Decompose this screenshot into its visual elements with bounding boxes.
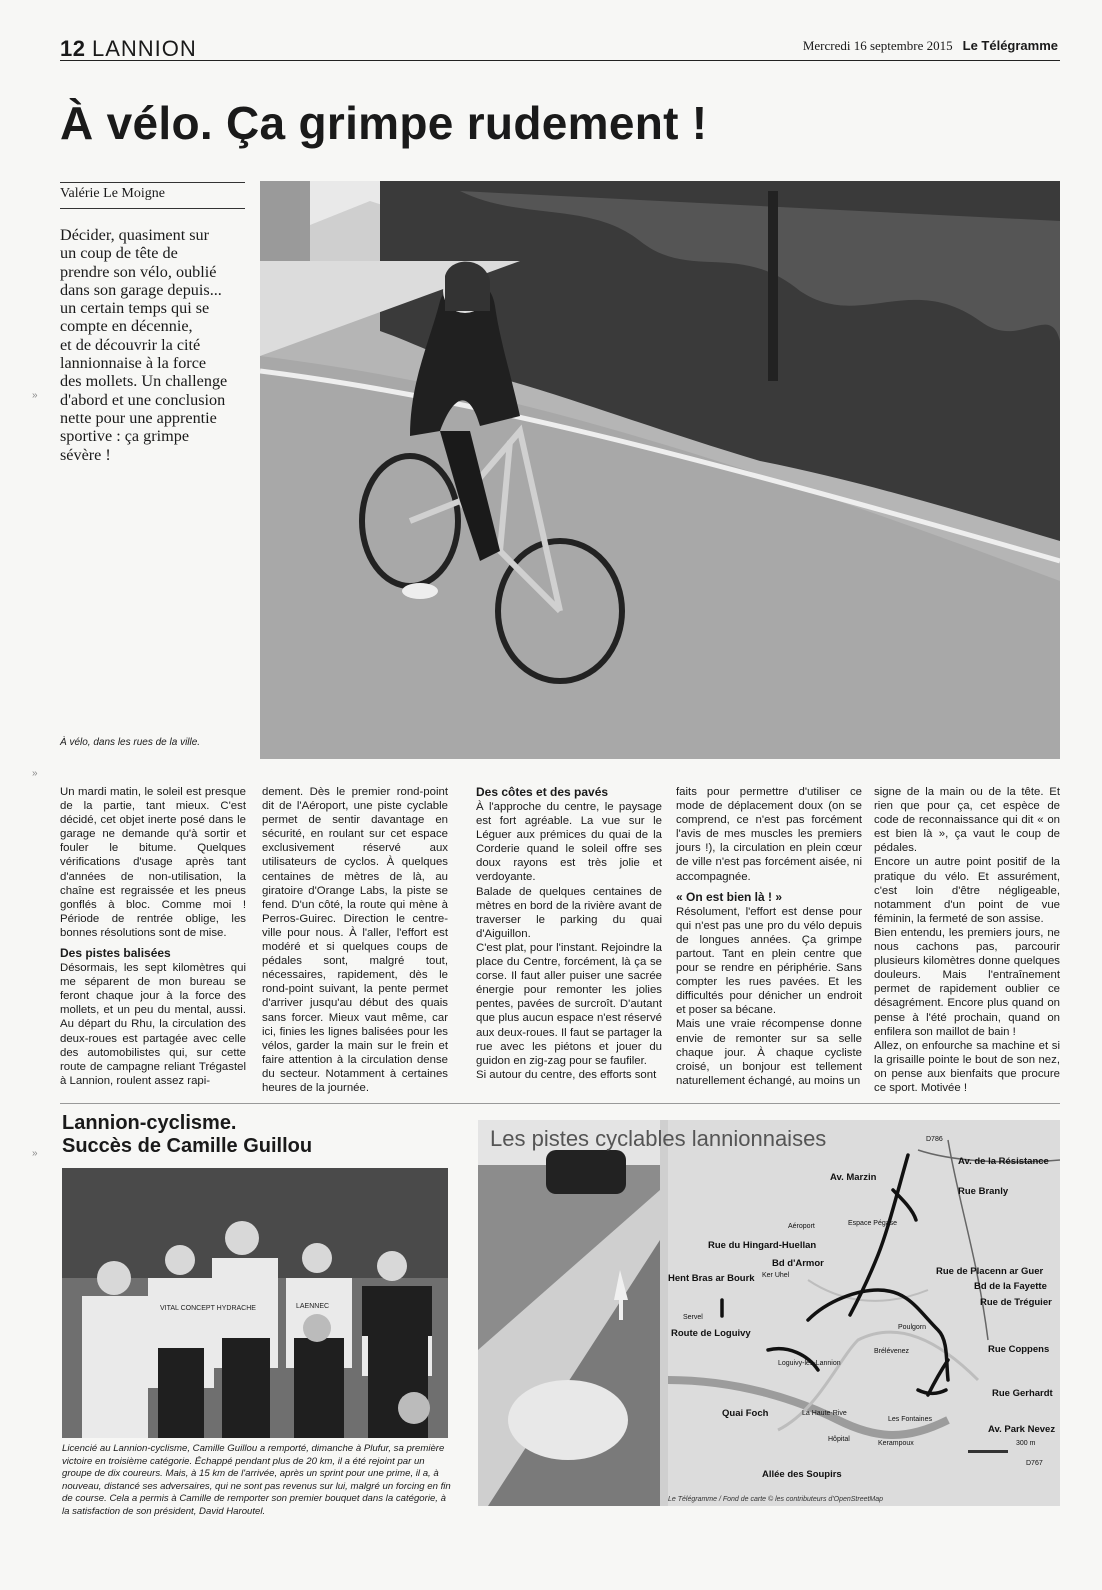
map-label: Bd de la Fayette xyxy=(974,1281,1047,1292)
chapeau-line: Décider, quasiment sur xyxy=(60,226,210,244)
column-5 xyxy=(874,785,1060,1095)
paragraph: signe de la main ou de la tête. Et rien que pour ça, cet espèce de code de reconnaissance qui dit « on est bien là », ça vaut le coup de pédales. xyxy=(874,786,1060,855)
registration-mark: » xyxy=(32,1148,38,1159)
paragraph: C'est plat, pour l'instant. Rejoindre la place du Centre, forcément, là ça se corse. Il faut aller puiser une sacrée énergie pour remonter les jolies pentes, pavées de surcroît. D'autant que plus aucun espace n'est réservé aux deux-roues. Il faut se partager la rue avec les piétons et jouer du guidon en zig-zag pour se faufiler. xyxy=(476,941,662,1067)
sidebar-title-line: Succès de Camille Guillou xyxy=(62,1135,313,1157)
photo-caption: À vélo, dans les rues de la ville. xyxy=(60,737,201,748)
article-headline: À vélo. Ça grimpe rudement ! xyxy=(60,97,708,149)
map-label: Quai Foch xyxy=(722,1408,769,1419)
subheading: Des côtes et des pavés xyxy=(476,785,609,799)
column-3 xyxy=(476,785,662,1082)
sidebar-title-line: Lannion-cyclisme. xyxy=(62,1112,237,1134)
paragraph: Balade de quelques centaines de mètres en bord de la rivière avant de traverser le parking du quai d'Aiguillon. xyxy=(476,885,662,940)
map-label: Hôpital xyxy=(828,1436,850,1443)
subheading: « On est bien là ! » xyxy=(676,889,783,904)
map-label: Rue Branly xyxy=(958,1186,1009,1197)
paragraph: Résolument, l'effort est dense pour qui n'est pas une pro du vélo depuis de longues années. Ça grimpe partout. Tant en plein centre que pour se rendre en périphérie. Sans compter les rues pavées. Et les difficultés pour dénicher un endroit et poser sa bécane. xyxy=(676,905,862,1017)
sidebar-title xyxy=(62,1112,462,1158)
map-label: Espace Pégase xyxy=(848,1220,898,1227)
jersey-text: LAENNEC xyxy=(296,1303,330,1310)
paragraph: À l'approche du centre, le paysage est fort agréable. La vue sur le Léguer aux prémices du quai de la Corderie quand le soleil offre ses doux rayons est très jolie et verdoyante. xyxy=(476,801,662,884)
registration-mark: » xyxy=(32,768,38,779)
paragraph: faits pour permettre d'utiliser ce mode de déplacement doux (on se comprend, ce n'est pas forcément l'avis de mes muscles les premiers jours !), la circulation en plein cœur de ville n'est pas forcément aisée, ni accompagnée. xyxy=(676,786,862,883)
paragraph: Un mardi matin, le soleil est presque de la partie, tant mieux. C'est décidé, cet objet inerte posé dans le garage ne demande qu'à sortir et fouler le bitume. Quelques vérifications d'usage après tant d'années de non-utilisation, la chaîne est regraissée et les pneus gonflés à bloc. Comme moi ! Période de rentrée oblige, les bonnes résolutions sont de mise. xyxy=(60,786,246,939)
byline-rule-bottom xyxy=(60,208,245,209)
bike-lanes-map xyxy=(478,1120,1060,1506)
header-rule xyxy=(60,60,1060,61)
paragraph: dement. Dès le premier rond-point dit de l'Aéroport, une piste cyclable permet de sentir davantage en sécurité, en roulant sur cet espace exclusivement réservé aux utilisateurs de cyclos. À quelques centaines de mètres de là, au giratoire d'Orange Labs, la piste se fend. D'un côté, la route qui mène à Perros-Guirec. Direction le centre-ville pour nous. À l'aller, l'effort est modéré et si quelques coups de pédales sont, malgré tout, nécessaires, rapidement, dès le rond-point suivant, la pente permet d'arriver jusqu'au début des quais sans forcer. Mieux vaut même, car ici, finies les lignes balisées pour les vélos, garder la main sur le frein et faire attention à la circulation dense du secteur. Notamment à certaines heures de la journée. xyxy=(262,786,448,1094)
map-label: Loguivy-lès-Lannion xyxy=(778,1360,841,1367)
map-label: Allée des Soupirs xyxy=(762,1469,842,1480)
cyclist-photo-illustration xyxy=(260,181,1060,759)
map-label: Servel xyxy=(683,1314,703,1321)
page-number: 12 xyxy=(60,36,86,61)
newspaper-name: Le Télégramme xyxy=(962,38,1058,53)
map-credit: Le Télégramme / Fond de carte © les contributeurs d'OpenStreetMap xyxy=(668,1496,884,1503)
article-chapeau xyxy=(60,226,250,464)
jersey-text: VITAL CONCEPT HYDRACHE xyxy=(160,1305,256,1312)
paragraph: Désormais, les sept kilomètres qui me séparent de mon bureau se feront chaque jour à la force des mollets, et un peu du mental, aussi. Au départ du Rhu, la circulation des deux-roues est partagée avec celle des automobilistes qui, sur cette route de campagne reliant Trégastel à Lannion, roulent assez rapi- xyxy=(60,962,246,1087)
chapeau-line: nette pour une apprentie xyxy=(60,408,217,427)
chapeau-line: d'abord et une conclusion xyxy=(60,390,226,409)
map-label: Av. Park Nevez xyxy=(988,1424,1056,1435)
map-label: D767 xyxy=(1026,1460,1043,1467)
podium-photo xyxy=(62,1168,448,1438)
paragraph: Bien entendu, les premiers jours, ne nous cachons pas, parcourir plusieurs kilomètres donne quelques douleurs. Mais l'entraînement permet de rapidement oublier ce désagrément. Encore plus quand on pense à l'été prochain, quand on enfilera son maillot de bain ! xyxy=(874,926,1060,1038)
map-label: Route de Loguivy xyxy=(671,1328,751,1339)
paragraph: Encore un autre point positif de la pratique du vélo. Et assurément, c'est loin d'être négligeable, notamment d'un point de vue féminin, la fermeté de son assise. xyxy=(874,856,1060,925)
cyclist-photo xyxy=(260,181,1060,759)
chapeau-line: un coup de tête de xyxy=(60,244,178,263)
chapeau-line: prendre son vélo, oublié xyxy=(60,262,217,281)
section-name: LANNION xyxy=(92,36,197,61)
map-label: Rue Coppens xyxy=(988,1344,1050,1355)
map-label: Hent Bras ar Bourk xyxy=(668,1273,755,1284)
section-divider xyxy=(60,1103,1060,1104)
paragraph: Allez, on enfourche sa machine et si la grisaille pointe le bout de son nez, on pense aux bienfaits que procure ce sport. Motivée ! xyxy=(874,1039,1060,1094)
map-label: La Haute-Rive xyxy=(802,1410,847,1417)
map-label: Aéroport xyxy=(788,1223,815,1230)
map-label: Poulgorn xyxy=(898,1324,927,1331)
map-label: Bd d'Armor xyxy=(772,1258,824,1269)
map-label: Les Fontaines xyxy=(888,1416,932,1423)
map-label: D786 xyxy=(926,1136,943,1143)
chapeau-line: et de découvrir la cité xyxy=(60,335,201,354)
sidebar-caption: Licencié au Lannion-cyclisme, Camille Guillou a remporté, dimanche à Plufur, sa première victoire en troisième catégorie. Échappé pendant plus de 20 km, il a été rejoint par un groupe de dix coureurs. Mais, à 15 km de l'arrivée, après un sprint pour une prime, il a, à nouveau, distancé ses adversaires, qui ne sont pas revenus sur lui, malgré un forcing en fin de course. Cela a permis à Camille de remporter son premier bouquet dans la catégorie, à la satisfaction de son président, David Haroutel. xyxy=(62,1443,451,1517)
chapeau-line: sévère ! xyxy=(60,445,111,464)
map-label: Av. Marzin xyxy=(830,1172,877,1183)
paragraph: Si autour du centre, des efforts sont xyxy=(476,1068,657,1081)
map-label: Rue de Tréguier xyxy=(980,1297,1052,1308)
map-title: Les pistes cyclables lannionnaises xyxy=(490,1126,827,1151)
chapeau-line: dans son garage depuis... xyxy=(60,280,222,299)
chapeau-line: sportive : ça grimpe xyxy=(60,427,190,446)
map-label: Rue de Placenn ar Guer xyxy=(936,1266,1044,1277)
map-label: Kerampoux xyxy=(878,1440,914,1447)
chapeau-line: lannionnaise à la force xyxy=(60,354,207,373)
issue-date: Mercredi 16 septembre 2015 xyxy=(802,38,953,53)
map-label: 300 m xyxy=(1016,1440,1036,1447)
chapeau-line: un certain temps qui se xyxy=(60,299,210,318)
map-label: Ker Uhel xyxy=(762,1272,790,1279)
map-label: Rue du Hingard-Huellan xyxy=(708,1240,817,1251)
map-label: Av. de la Résistance xyxy=(958,1156,1049,1167)
registration-mark: » xyxy=(32,390,38,401)
column-4 xyxy=(676,785,862,1088)
chapeau-line: des mollets. Un challenge xyxy=(60,372,228,391)
podium-photo-illustration xyxy=(62,1168,448,1438)
map-label: Brélévenez xyxy=(874,1348,910,1355)
byline: Valérie Le Moigne xyxy=(60,186,165,201)
map-label: Rue Gerhardt xyxy=(992,1388,1053,1399)
header-meta xyxy=(803,38,1058,54)
paragraph: Mais une vraie récompense donne envie de remonter sur sa selle chaque jour. À chaque cycliste croisé, un bonjour est tellement naturellement échangé, au moins un xyxy=(676,1018,862,1087)
column-1 xyxy=(60,785,246,1088)
subheading: Des pistes balisées xyxy=(60,946,171,961)
map-illustration xyxy=(478,1120,1060,1506)
byline-rule-top xyxy=(60,182,245,183)
chapeau-line: compte en décennie, xyxy=(60,317,193,336)
column-2 xyxy=(262,785,448,1095)
